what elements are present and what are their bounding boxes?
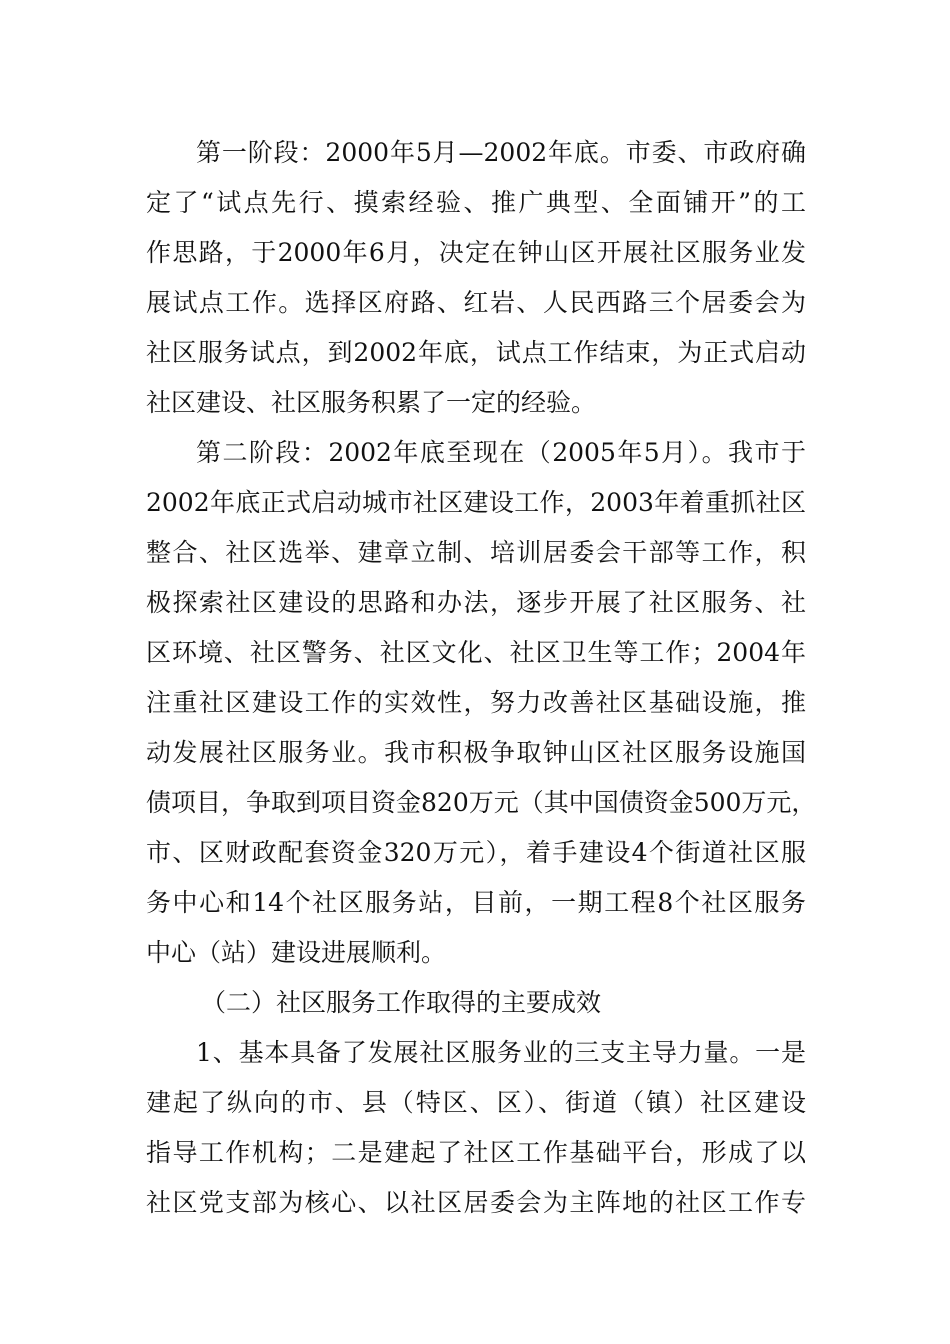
text-line: 注重社区建设工作的实效性，努力改善社区基础设施，推 — [146, 688, 806, 717]
paragraph-achievements — [146, 1028, 806, 1228]
section-heading — [146, 978, 806, 1028]
text-line: 指导工作机构；二是建起了社区工作基础平台，形成了以 — [146, 1138, 806, 1167]
text-line: 第一阶段：2000年5月—2002年底。市委、市政府确 — [196, 138, 806, 167]
document-body — [146, 128, 817, 1228]
text-line: 1、基本具备了发展社区服务业的三支主导力量。一是 — [196, 1038, 806, 1067]
text-line: 第二阶段：2002年底至现在（2005年5月）。我市于 — [196, 438, 806, 467]
text-line: 社区服务试点，到2002年底，试点工作结束，为正式启动 — [146, 338, 806, 367]
text-line: 区环境、社区警务、社区文化、社区卫生等工作；2004年 — [146, 638, 806, 667]
text-line: 定了“试点先行、摸索经验、推广典型、全面铺开”的工 — [146, 188, 806, 217]
text-line: 社区建设、社区服务积累了一定的经验。 — [146, 388, 597, 417]
text-line: 社区党支部为核心、以社区居委会为主阵地的社区工作专 — [146, 1188, 806, 1217]
text-line: 建起了纵向的市、县（特区、区）、街道（镇）社区建设 — [146, 1088, 806, 1117]
text-line: 极探索社区建设的思路和办法，逐步开展了社区服务、社 — [146, 588, 806, 617]
text-line: 展试点工作。选择区府路、红岩、人民西路三个居委会为 — [146, 288, 806, 317]
text-line: 整合、社区选举、建章立制、培训居委会干部等工作，积 — [146, 538, 806, 567]
text-line: 动发展社区服务业。我市积极争取钟山区社区服务设施国 — [146, 738, 806, 767]
text-line: 2002年底正式启动城市社区建设工作，2003年着重抓社区 — [146, 488, 806, 517]
section-heading-text: （二）社区服务工作取得的主要成效 — [201, 988, 602, 1017]
paragraph-phase-two — [146, 428, 817, 978]
text-line: 债项目，争取到项目资金820万元（其中国债资金500万元， — [146, 788, 817, 817]
text-line: 中心（站）建设进展顺利。 — [146, 938, 447, 967]
paragraph-phase-one — [146, 128, 806, 428]
text-line: 作思路，于2000年6月，决定在钟山区开展社区服务业发 — [146, 238, 806, 267]
text-line: 市、区财政配套资金320万元），着手建设4个街道社区服 — [146, 838, 806, 867]
text-line: 务中心和14个社区服务站，目前，一期工程8个社区服务 — [146, 888, 806, 917]
